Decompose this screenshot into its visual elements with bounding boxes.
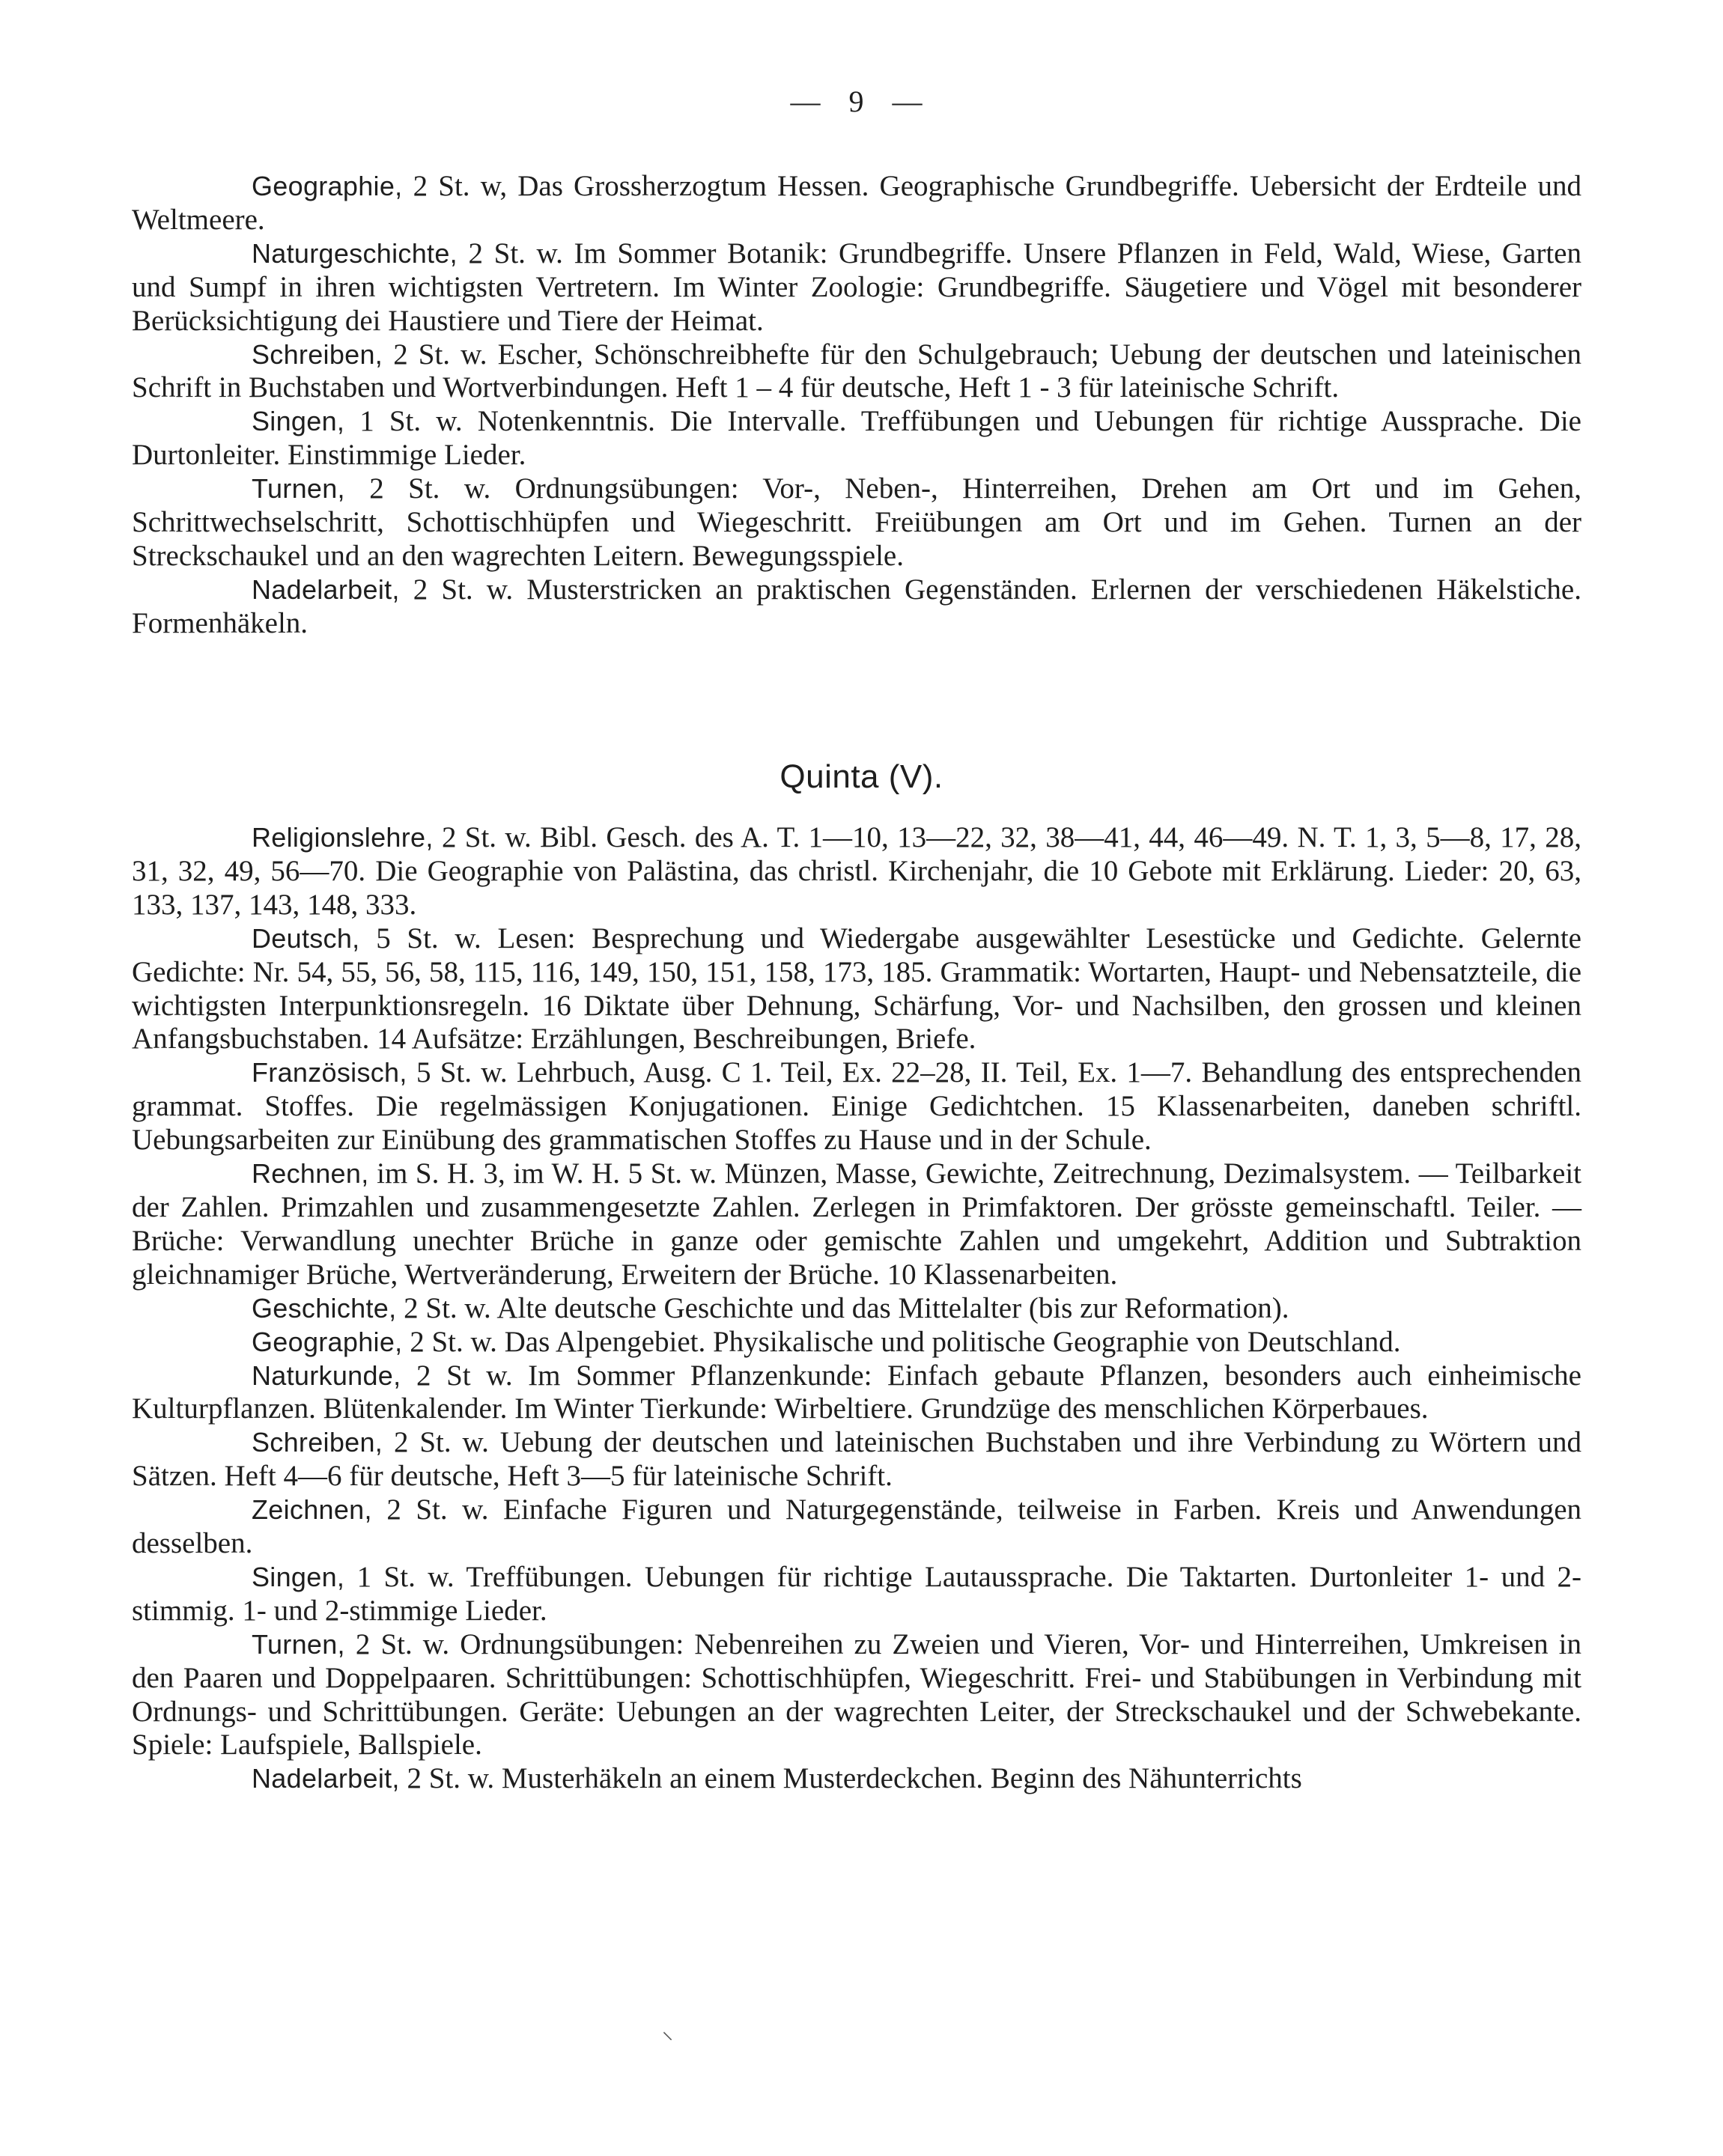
subject-text: 2 St. w. Uebung der deutschen und lateinischen Buchstaben und ihre Verbindung zu Wörtern und Sätzen. Heft 4—6 für deutsche, Heft 3—5 für lateinische Schrift. xyxy=(132,1426,1581,1493)
subject-paragraph-geographie xyxy=(132,1326,1581,1359)
subject-text: 2 St. w, Das Grossherzogtum Hessen. Geographische Grundbegriffe. Uebersicht der Erdteile und Weltmeere. xyxy=(132,170,1581,236)
subject-text: 2 St. w. Im Sommer Botanik: Grundbegriffe. Unsere Pflanzen in Feld, Wald, Wiese, Garten und Sumpf in ihren wichtigsten Vertretern. Im Winter Zoologie: Grundbegriffe. Säugetiere und Vögel mit besonderer Berücksichtigung dei Haustiere und Tiere der Heimat. xyxy=(132,237,1581,337)
subject-text: 2 St w. Im Sommer Pflanzenkunde: Einfach gebaute Pflanzen, besonders auch einheimische Kulturpflanzen. Blütenkalender. Im Winter Tierkunde: Wirbeltiere. Grundzüge des menschlichen Körperbaues. xyxy=(132,1359,1581,1425)
quinta-subject-list xyxy=(132,821,1581,1796)
subject-paragraph-naturgeschichte xyxy=(132,237,1581,338)
subject-text: 2 St. w. Bibl. Gesch. des A. T. 1—10, 13—22, 32, 38—41, 44, 46—49. N. T. 1, 3, 5—8, 17, 28, 31, 32, 49, 56—70. Die Geographie von Palästina, das christl. Kirchenjahr, die 10 Gebote mit Erklärung. Lieder: 20, 63, 133, 137, 143, 148, 333. xyxy=(132,821,1581,921)
subject-title: Französisch, xyxy=(252,1057,407,1088)
subject-title: Geographie, xyxy=(252,1326,403,1357)
page-number: — 9 — xyxy=(790,85,933,118)
subject-text: 2 St. w. Escher, Schönschreibhefte für den Schulgebrauch; Uebung der deutschen und lateinischen Schrift in Buchstaben und Wortverbindungen. Heft 1 – 4 für deutsche, Heft 1 - 3 für lateinische Schrift. xyxy=(132,338,1581,404)
subject-text: 1 St. w. Treffübungen. Uebungen für richtige Lautaussprache. Die Taktarten. Durtonleiter 1- und 2-stimmig. 1- und 2-stimmige Lieder. xyxy=(132,1560,1581,1627)
subject-title: Rechnen, xyxy=(252,1158,369,1190)
subject-text: im S. H. 3, im W. H. 5 St. w. Münzen, Masse, Gewichte, Zeitrechnung, Dezimalsystem. — Teilbarkeit der Zahlen. Primzahlen und zusammengesetzte Zahlen. Zerlegen in Primfaktoren. Der grösste gemeinschaftl. Teiler. — Brüche: Verwandlung unechter Brüche in ganze oder gemischte Zahlen und umgekehrt, Addition und Subtraktion gleichnamiger Brüche, Wertveränderung, Erweitern der Brüche. 10 Klassenarbeiten. xyxy=(132,1157,1581,1291)
subject-text: 2 St. w. Einfache Figuren und Naturgegenstände, teilweise in Farben. Kreis und Anwendungen desselben. xyxy=(132,1493,1581,1560)
subject-title: Zeichnen, xyxy=(252,1494,372,1526)
subject-text: 2 St. w. Musterstricken an praktischen Gegenständen. Erlernen der verschiedenen Häkelstiche. Formenhäkeln. xyxy=(132,573,1581,639)
subject-title: Nadelarbeit, xyxy=(252,1763,400,1794)
subject-title: Naturgeschichte, xyxy=(252,237,458,269)
subject-title: Singen, xyxy=(252,1561,345,1592)
subject-title: Deutsch, xyxy=(252,922,360,954)
stray-ink-mark: ⸜ xyxy=(662,2019,673,2044)
subject-paragraph-rechnen xyxy=(132,1157,1581,1292)
subject-text: 1 St. w. Notenkenntnis. Die Intervalle. Treffübungen und Uebungen für richtige Aussprache. Die Durtonleiter. Einstimmige Lieder. xyxy=(132,405,1581,472)
subject-paragraph-naturkunde xyxy=(132,1359,1581,1427)
subject-text: 2 St. w. Ordnungsübungen: Nebenreihen zu Zweien und Vieren, Vor- und Hinterreihen, Umkreisen in den Paaren und Doppelpaaren. Schrittübungen: Schottischhüpfen, Wiegeschritt. Frei- und Stabübungen in Verbindung mit Ordnungs- und Schrittübungen. Geräte: Uebungen an der wagrechten Leiter, der Streckschaukel und der Schwebekante. Spiele: Laufspiele, Ballspiele. xyxy=(132,1627,1581,1761)
subject-title: Nadelarbeit, xyxy=(252,573,400,605)
subject-paragraph-nadelarbeit xyxy=(132,573,1581,641)
subject-text: 2 St. w. Musterhäkeln an einem Musterdeckchen. Beginn des Nähunterrichts xyxy=(399,1762,1302,1795)
subject-title: Schreiben, xyxy=(252,338,383,370)
subject-paragraph-zeichnen xyxy=(132,1493,1581,1561)
subject-title: Turnen, xyxy=(252,1628,345,1660)
subject-paragraph-schreiben xyxy=(132,338,1581,406)
subject-text: 2 St. w. Alte deutsche Geschichte und das Mittelalter (bis zur Reformation). xyxy=(396,1291,1289,1324)
subject-title: Naturkunde, xyxy=(252,1359,401,1391)
subject-paragraph-turnen xyxy=(132,472,1581,573)
subject-paragraph-religionslehre xyxy=(132,821,1581,922)
upper-subject-list xyxy=(132,170,1581,641)
subject-paragraph-geographie xyxy=(132,170,1581,237)
subject-title: Geschichte, xyxy=(252,1292,397,1324)
subject-title: Singen, xyxy=(252,406,345,437)
subject-title: Geographie, xyxy=(252,171,403,201)
section-heading-quinta: Quinta (V). xyxy=(780,758,943,795)
subject-title: Turnen, xyxy=(252,473,345,505)
subject-paragraph-singen xyxy=(132,1561,1581,1628)
subject-text: 5 St. w. Lehrbuch, Ausg. C 1. Teil, Ex. 22–28, II. Teil, Ex. 1—7. Behandlung des entsprechenden grammat. Stoffes. Die regelmässigen Konjugationen. Einige Gedichtchen. 15 Klassenarbeiten, daneben schriftl. Uebungsarbeiten zur Einübung des grammatischen Stoffes zu Hause und in der Schule. xyxy=(132,1056,1581,1157)
subject-paragraph-deutsch xyxy=(132,922,1581,1057)
subject-paragraph-geschichte xyxy=(132,1292,1581,1326)
subject-paragraph-singen xyxy=(132,405,1581,472)
subject-text: 2 St. w. Das Alpengebiet. Physikalische und politische Geographie von Deutschland. xyxy=(402,1325,1401,1358)
subject-text: 2 St. w. Ordnungsübungen: Vor-, Neben-, Hinterreihen, Drehen am Ort und im Gehen, Schrittwechselschritt, Schottischhüpfen und Wiegeschritt. Freiübungen am Ort und im Gehen. Turnen an der Streckschaukel und an den wagrechten Leitern. Bewegungsspiele. xyxy=(132,472,1581,572)
subject-paragraph-turnen xyxy=(132,1628,1581,1763)
subject-paragraph-franzoesisch xyxy=(132,1056,1581,1157)
subject-paragraph-schreiben xyxy=(132,1426,1581,1493)
subject-title: Religionslehre, xyxy=(252,822,434,853)
subject-paragraph-nadelarbeit xyxy=(132,1762,1581,1796)
subject-title: Schreiben, xyxy=(252,1427,383,1458)
subject-text: 5 St. w. Lesen: Besprechung und Wiedergabe ausgewählter Lesestücke und Gedichte. Gelernte Gedichte: Nr. 54, 55, 56, 58, 115, 116, 149, 150, 151, 158, 173, 185. Grammatik: Wortarten, Haupt- und Nebensatzteile, die wichtigsten Interpunktionsregeln. 16 Diktate über Dehnung, Schärfung, Vor- und Nachsilben, den grossen und kleinen Anfangsbuchstaben. 14 Aufsätze: Erzählungen, Beschreibungen, Briefe. xyxy=(132,922,1581,1056)
